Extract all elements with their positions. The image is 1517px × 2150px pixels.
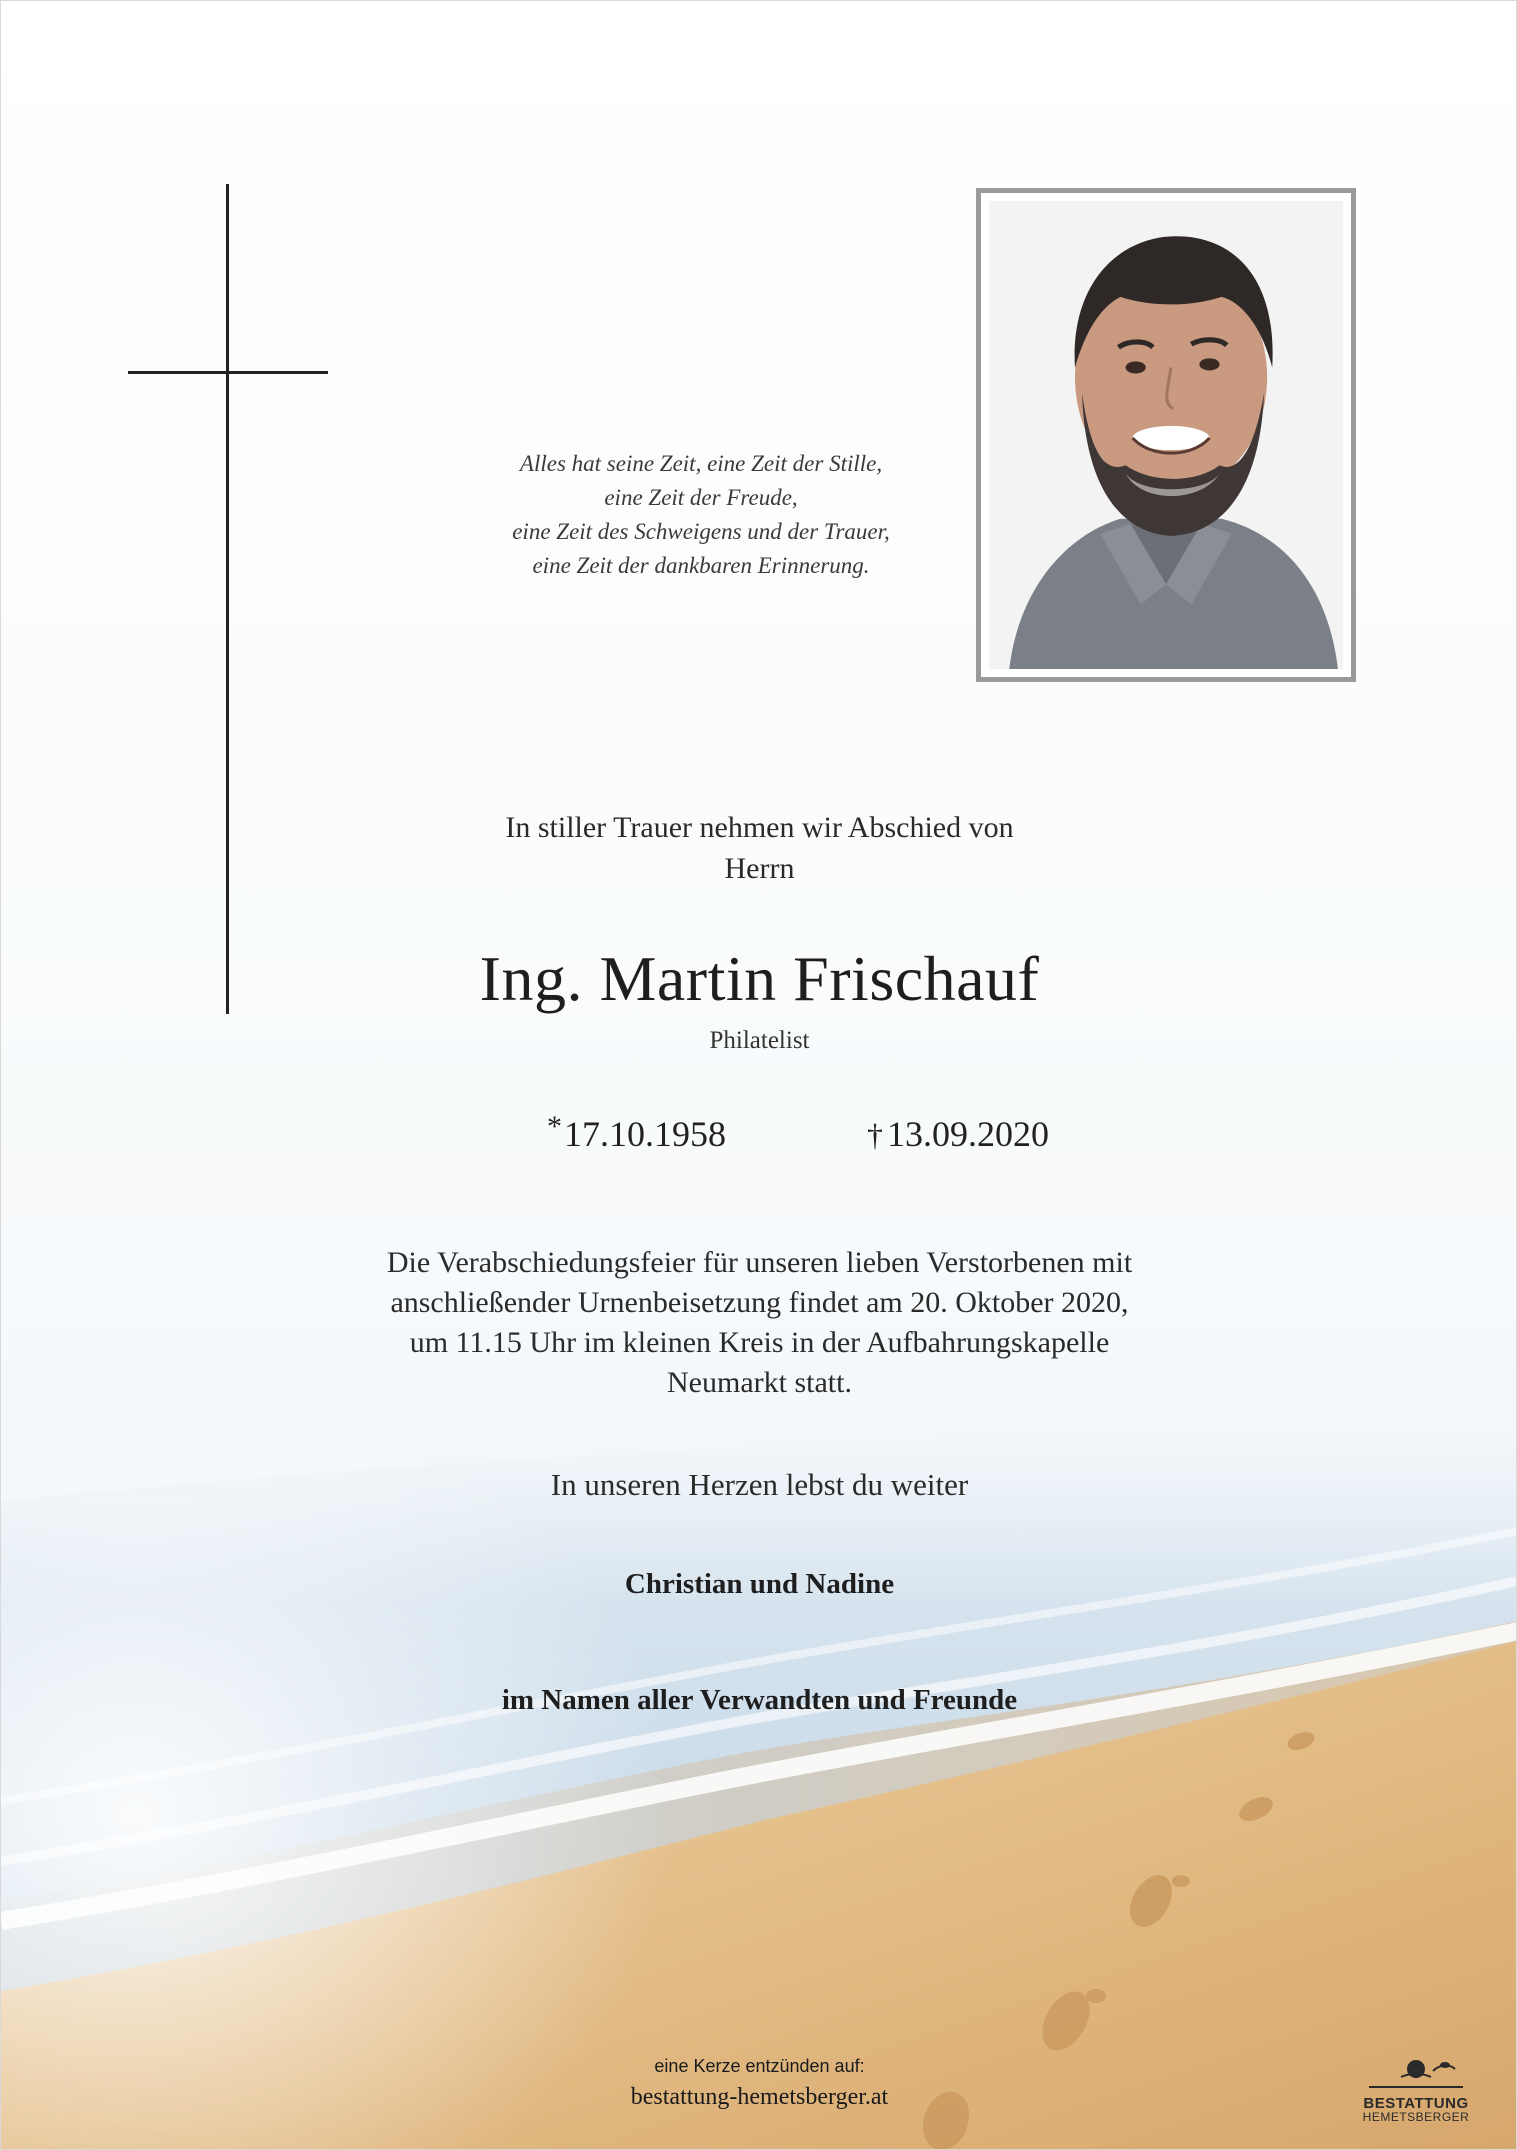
- quote-line: eine Zeit der Freude,: [604, 485, 798, 510]
- quote-line: Alles hat seine Zeit, eine Zeit der Stille,: [519, 451, 883, 476]
- logo-text-line-2: HEMETSBERGER: [1362, 2110, 1470, 2124]
- mourners-names: Christian und Nadine: [624, 1568, 895, 1600]
- quote-line: eine Zeit des Schweigens und der Trauer,: [512, 519, 890, 544]
- death-date-block: [867, 1111, 1049, 1158]
- ceremony-text: [1, 1243, 1517, 1403]
- deceased-name: Ing. Martin Frischauf: [479, 943, 1040, 1014]
- ceremony-line: um 11.15 Uhr im kleinen Kreis in der Aufbahrungskapelle: [409, 1326, 1110, 1359]
- intro-text: [1, 807, 1517, 889]
- intro-line-2: Herrn: [724, 852, 795, 885]
- portrait-photo: [989, 201, 1343, 669]
- quote-line: eine Zeit der dankbaren Erinnerung.: [532, 553, 870, 578]
- death-cross-icon: †: [867, 1117, 883, 1153]
- rose-icon: [1361, 2053, 1471, 2089]
- death-date: 13.09.2020: [887, 1114, 1049, 1154]
- birth-date-block: [547, 1111, 726, 1160]
- deceased-profession: Philatelist: [709, 1027, 810, 1054]
- ceremony-line: anschließender Urnenbeisetzung findet am 20. Oktober 2020,: [390, 1286, 1129, 1319]
- ceremony-line: Die Verabschiedungsfeier für unseren lieben Verstorbenen mit: [386, 1246, 1133, 1279]
- relatives-line: im Namen aller Verwandten und Freunde: [501, 1684, 1018, 1716]
- cross-vertical-bar: [226, 184, 229, 1014]
- portrait-frame: [976, 188, 1356, 682]
- cross-horizontal-bar: [128, 371, 328, 374]
- heart-line: In unseren Herzen lebst du weiter: [550, 1467, 969, 1502]
- intro-line-1: In stiller Trauer nehmen wir Abschied von: [505, 811, 1014, 844]
- birth-star-icon: *: [547, 1110, 562, 1143]
- funeral-home-logo[interactable]: [1356, 2053, 1476, 2125]
- candle-link[interactable]: bestattung-hemetsberger.at: [630, 2084, 889, 2110]
- quote-poem: [441, 447, 961, 583]
- logo-text-line-1: BESTATTUNG: [1363, 2095, 1469, 2112]
- ceremony-line: Neumarkt statt.: [667, 1366, 852, 1399]
- candle-label: eine Kerze entzünden auf:: [654, 2056, 865, 2076]
- birth-date: 17.10.1958: [564, 1114, 726, 1154]
